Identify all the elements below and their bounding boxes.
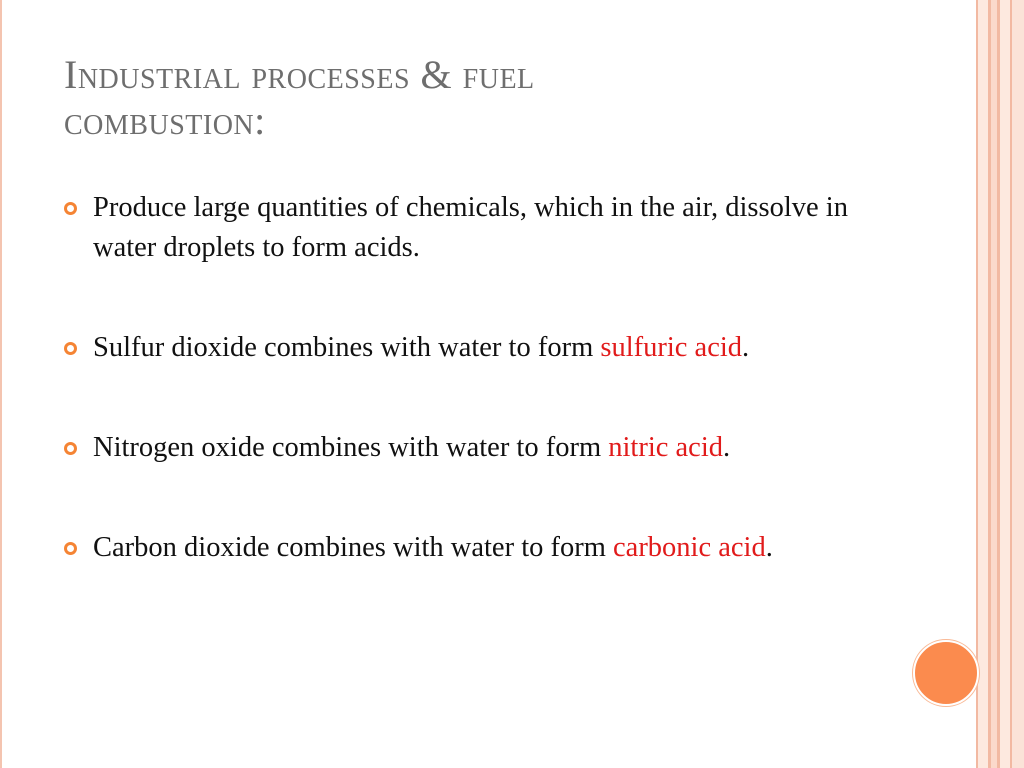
bullet-ring-icon (64, 442, 77, 455)
bullet-text: Produce large quantities of chemicals, which in the air, dissolve in water droplets to form acids. (93, 192, 848, 263)
bullet-ring-icon (64, 342, 77, 355)
orange-circle-decoration (913, 640, 979, 706)
left-border (0, 0, 2, 768)
slide-title-line-1: Industrial processes & fuel (64, 52, 535, 97)
bullet-highlight: nitric acid (608, 432, 724, 463)
bullet-list (64, 188, 884, 628)
slide-title (64, 52, 884, 144)
decorative-right-stripes (976, 0, 1024, 768)
bullet-ring-icon (64, 202, 77, 215)
bullet-text: Carbon dioxide combines with water to form (93, 532, 614, 563)
bullet-text-end: . (765, 532, 773, 563)
stripe (978, 0, 988, 768)
bullet-text-end: . (742, 332, 750, 363)
bullet-ring-icon (64, 542, 77, 555)
bullet-item (64, 188, 884, 268)
bullet-text: Sulfur dioxide combines with water to form (93, 332, 601, 363)
bullet-item (64, 328, 884, 368)
bullet-item (64, 528, 884, 568)
bullet-highlight: carbonic acid (613, 532, 766, 563)
stripe (1000, 0, 1010, 768)
bullet-highlight: sulfuric acid (600, 332, 743, 363)
bullet-item (64, 428, 884, 468)
stripe (1012, 0, 1024, 768)
slide-title-line-2: combustion: (64, 98, 266, 143)
bullet-text: Nitrogen oxide combines with water to form (93, 432, 609, 463)
bullet-text-end: . (723, 432, 731, 463)
